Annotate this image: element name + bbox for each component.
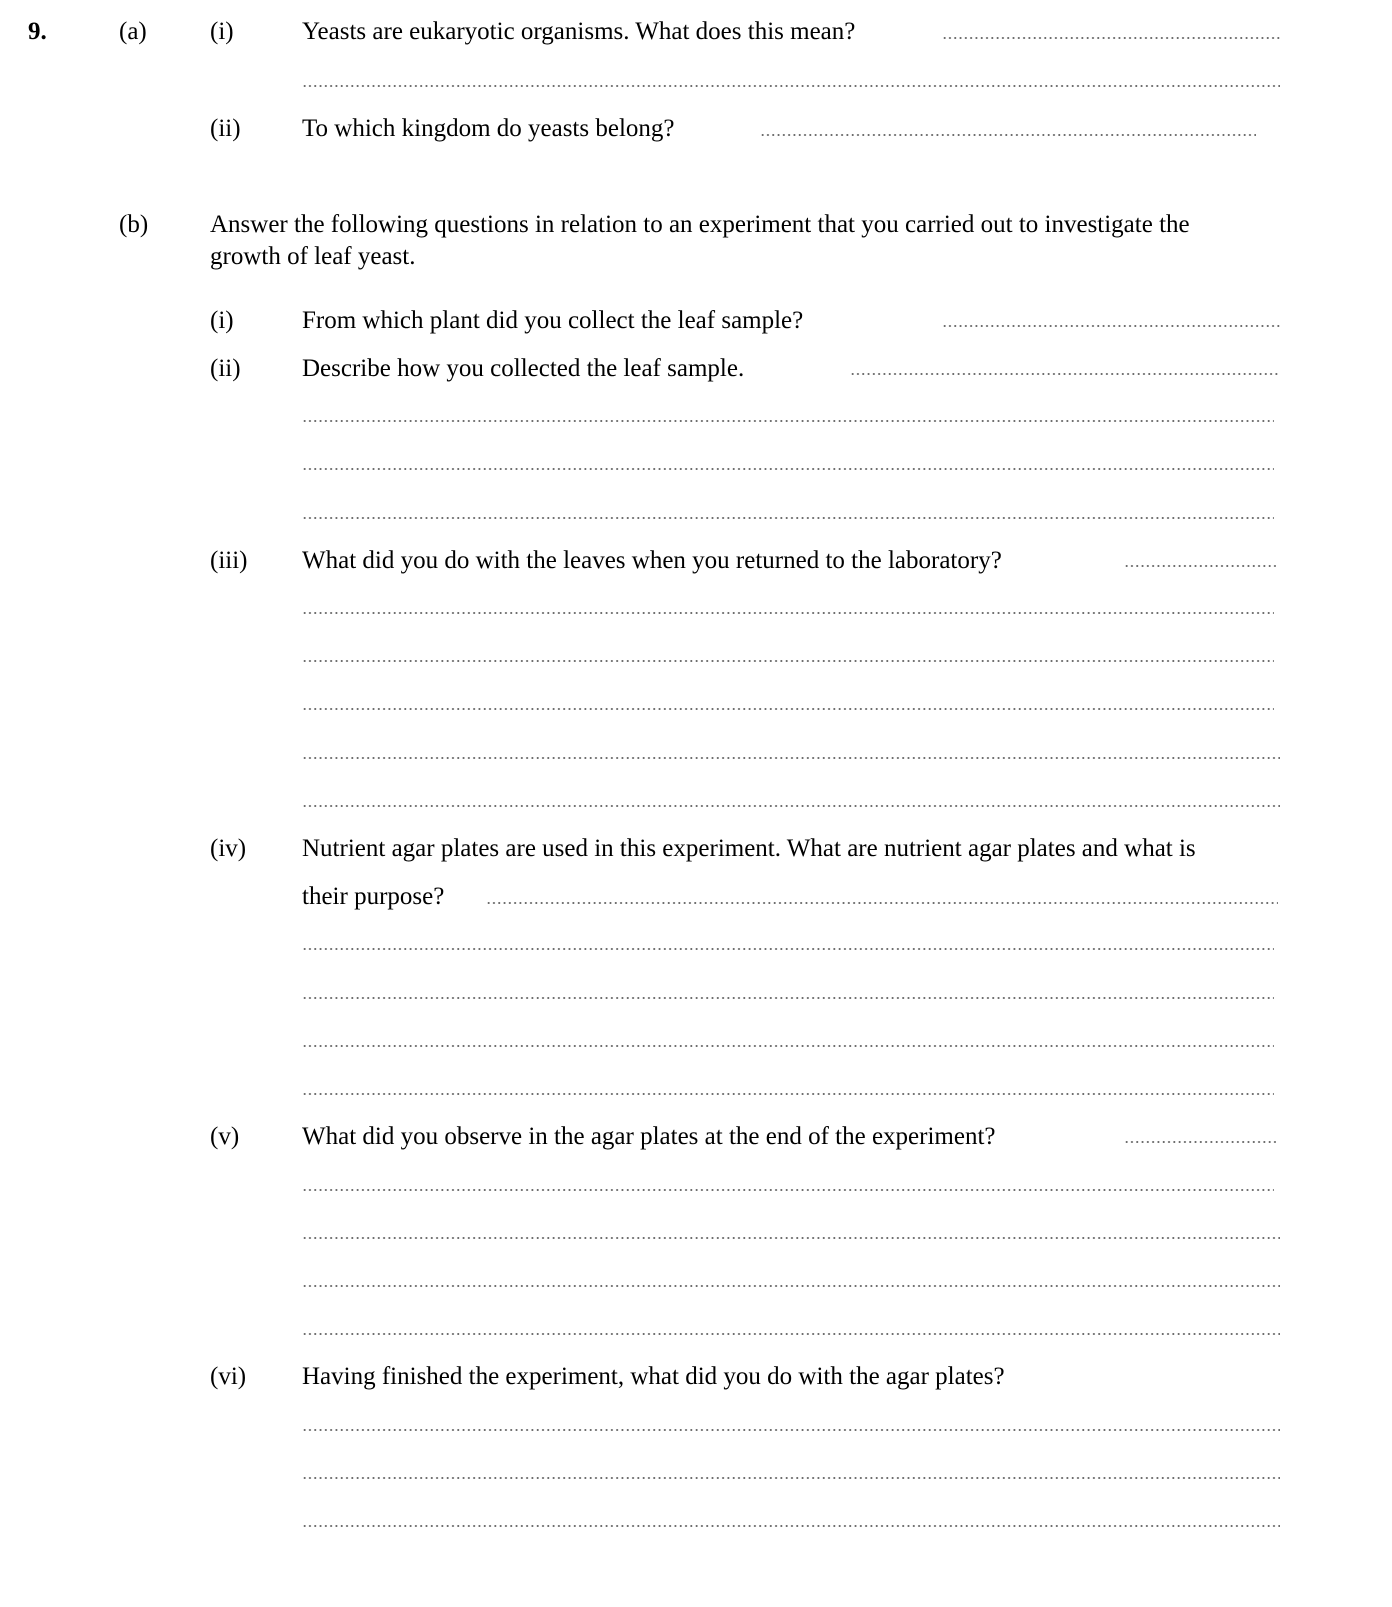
answer-line[interactable]: [302, 997, 1274, 999]
answer-line[interactable]: [302, 1477, 1280, 1479]
answer-line[interactable]: [1124, 565, 1276, 567]
part-b-intro-line2: growth of leaf yeast.: [210, 243, 416, 270]
answer-line[interactable]: [302, 85, 1280, 87]
answer-line[interactable]: [302, 612, 1274, 614]
item-a-i-label: (i): [210, 18, 234, 45]
item-b-vi-label: (vi): [210, 1363, 247, 1390]
item-b-ii-label: (ii): [210, 355, 241, 382]
item-b-v-question: What did you observe in the agar plates at the end of the experiment?: [302, 1123, 996, 1150]
answer-line[interactable]: [302, 1045, 1274, 1047]
item-b-i-question: From which plant did you collect the leaf sample?: [302, 307, 804, 334]
part-b-intro-line1: Answer the following questions in relation to an experiment that you carried out to investigate the: [210, 211, 1190, 238]
item-a-i-question: Yeasts are eukaryotic organisms. What does this mean?: [302, 18, 856, 45]
answer-line[interactable]: [302, 517, 1274, 519]
answer-line[interactable]: [302, 420, 1274, 422]
answer-line[interactable]: [302, 805, 1280, 807]
answer-line[interactable]: [1124, 1141, 1276, 1143]
item-a-ii-label: (ii): [210, 115, 241, 142]
answer-line[interactable]: [302, 1189, 1274, 1191]
item-b-iii-label: (iii): [210, 547, 248, 574]
part-b-label: (b): [119, 211, 149, 238]
answer-line[interactable]: [302, 757, 1280, 759]
answer-line[interactable]: [760, 134, 1256, 136]
answer-line[interactable]: [302, 1333, 1280, 1335]
item-b-iv-question-line1: Nutrient agar plates are used in this experiment. What are nutrient agar plates and what is: [302, 835, 1196, 862]
answer-line[interactable]: [486, 902, 1278, 904]
answer-line[interactable]: [302, 1237, 1280, 1239]
item-b-iv-question-line2: their purpose?: [302, 883, 445, 910]
answer-line[interactable]: [850, 373, 1280, 375]
answer-line[interactable]: [942, 325, 1280, 327]
answer-line[interactable]: [302, 948, 1274, 950]
answer-line[interactable]: [942, 37, 1280, 39]
answer-line[interactable]: [302, 1285, 1280, 1287]
item-b-i-label: (i): [210, 307, 234, 334]
answer-line[interactable]: [302, 1525, 1280, 1527]
question-number: 9.: [28, 18, 47, 45]
item-b-v-label: (v): [210, 1123, 240, 1150]
item-b-ii-question: Describe how you collected the leaf sample.: [302, 355, 745, 382]
item-b-iii-question: What did you do with the leaves when you returned to the laboratory?: [302, 547, 1002, 574]
answer-line[interactable]: [302, 660, 1274, 662]
answer-line[interactable]: [302, 1429, 1280, 1431]
item-b-vi-question: Having finished the experiment, what did you do with the agar plates?: [302, 1363, 1005, 1390]
answer-line[interactable]: [302, 1093, 1274, 1095]
part-a-label: (a): [119, 18, 147, 45]
answer-line[interactable]: [302, 468, 1274, 470]
answer-line[interactable]: [302, 708, 1274, 710]
item-b-iv-label: (iv): [210, 835, 247, 862]
item-a-ii-question: To which kingdom do yeasts belong?: [302, 115, 675, 142]
